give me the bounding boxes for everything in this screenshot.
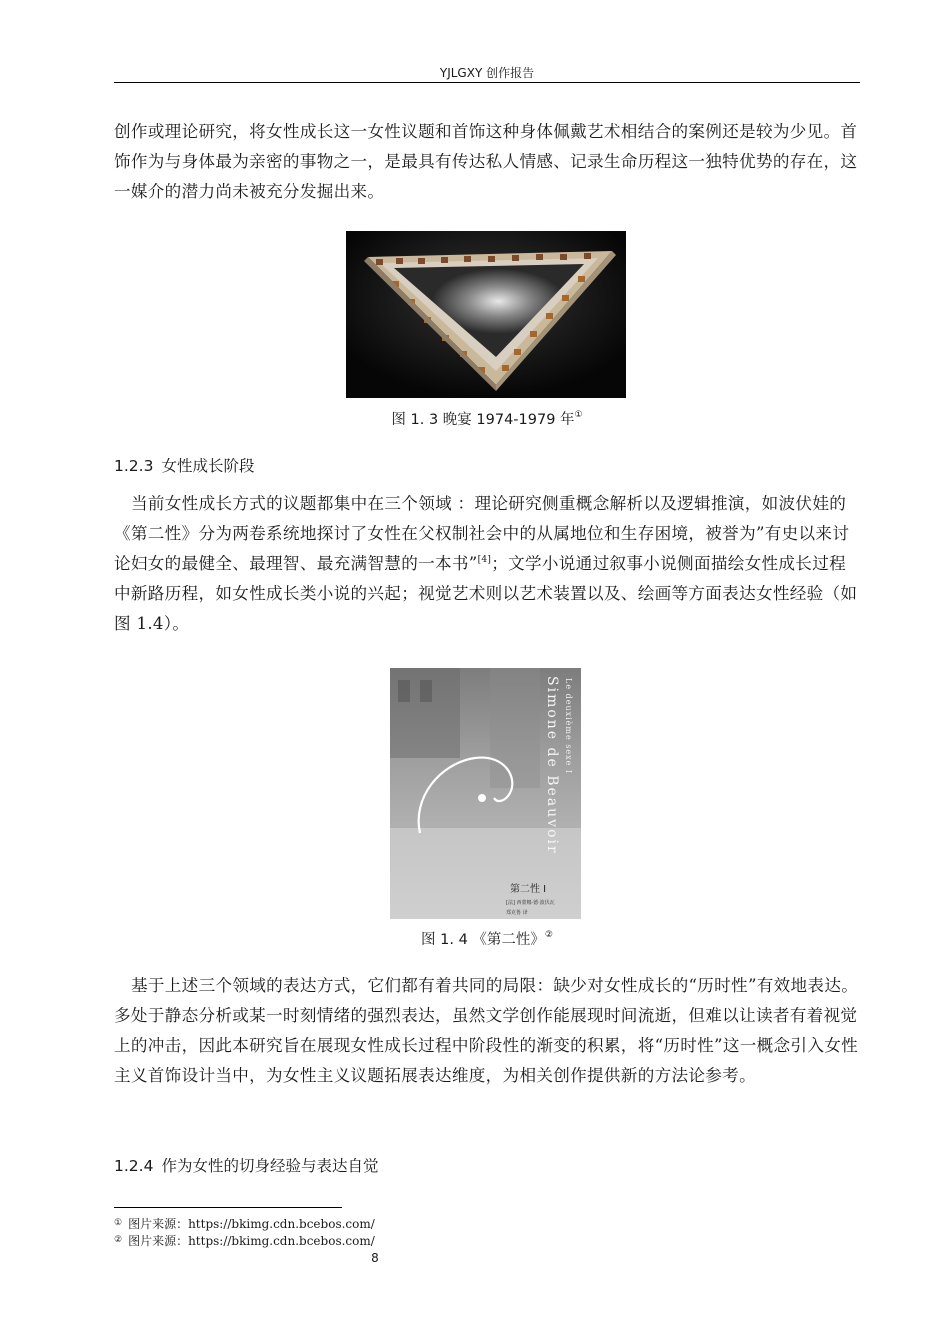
second-sex-book-cover: [390, 668, 581, 919]
citation-ref[interactable]: [4]: [477, 555, 492, 565]
cover-author-cn: [法] 西蒙娜·德·波伏瓦: [506, 900, 555, 906]
footnote-1: ① 图片来源：https://bkimg.cdn.bcebos.com/: [114, 1217, 375, 1231]
footnote-1-link[interactable]: 图片来源：https://bkimg.cdn.bcebos.com/: [128, 1217, 375, 1231]
footnote-ref-1[interactable]: ①: [574, 410, 583, 420]
dinner-party-photo: [346, 231, 626, 398]
cover-translator: 郑克鲁 译: [506, 910, 528, 916]
header-rule: [114, 82, 860, 83]
page-number: 8: [371, 1251, 379, 1265]
cover-title: 第二性 Ⅰ: [510, 884, 547, 895]
footnote-ref-2[interactable]: ②: [544, 930, 553, 940]
body-paragraph-2: 当前女性成长方式的议题都集中在三个领域 ：理论研究侧重概念解析以及逻辑推演，如波伏娃的《第二性》分为两卷系统地探讨了女性在父权制社会中的从属地位和生存困境，被誉为”有史以来讨论妇女的最健全、最理智、最充满智慧的一本书”[4]；文学小说通过叙事小说侧面描绘女性成长过程中新路历程，如女性成长类小说的兴起；视觉艺术则以艺术装置以及、绘画等方面表达女性经验（如图 1.4）。: [114, 494, 858, 633]
section-heading-1-2-3: 1.2.3 女性成长阶段: [114, 457, 255, 475]
figure-1-3-caption: 图 1. 3 晚宴 1974-1979 年①: [391, 410, 583, 428]
cover-series: Le deuxième sexe I: [564, 678, 573, 775]
footnote-2: ② 图片来源：https://bkimg.cdn.bcebos.com/: [114, 1234, 375, 1248]
body-paragraph-3: 基于上述三个领域的表达方式，它们都有着共同的局限：缺少对女性成长的“历时性”有效地表达。多处于静态分析或某一时刻情绪的强烈表达，虽然文学创作能展现时间流逝，但难以让读者有着视觉上的冲击，因此本研究旨在展现女性成长过程中阶段性的渐变的积累，将“历时性”这一概念引入女性主义首饰设计当中，为女性主义议题拓展表达维度，为相关创作提供新的方法论参考。: [114, 976, 859, 1085]
footnote-rule: [114, 1207, 342, 1208]
cover-author: Simone de Beauvoir: [544, 676, 560, 855]
figure-1-4-caption: 图 1. 4 《第二性》②: [421, 930, 553, 948]
footnote-2-link[interactable]: 图片来源：https://bkimg.cdn.bcebos.com/: [128, 1234, 375, 1248]
body-paragraph-1: 创作或理论研究，将女性成长这一女性议题和首饰这种身体佩戴艺术相结合的案例还是较为少见。首饰作为与身体最为亲密的事物之一，是最具有传达私人情感、记录生命历程这一独特优势的存在，这一媒介的潜力尚未被充分发掘出来。: [114, 122, 858, 201]
running-header: YJLGXY 创作报告: [439, 66, 535, 80]
section-heading-1-2-4: 1.2.4 作为女性的切身经验与表达自觉: [114, 1157, 379, 1175]
